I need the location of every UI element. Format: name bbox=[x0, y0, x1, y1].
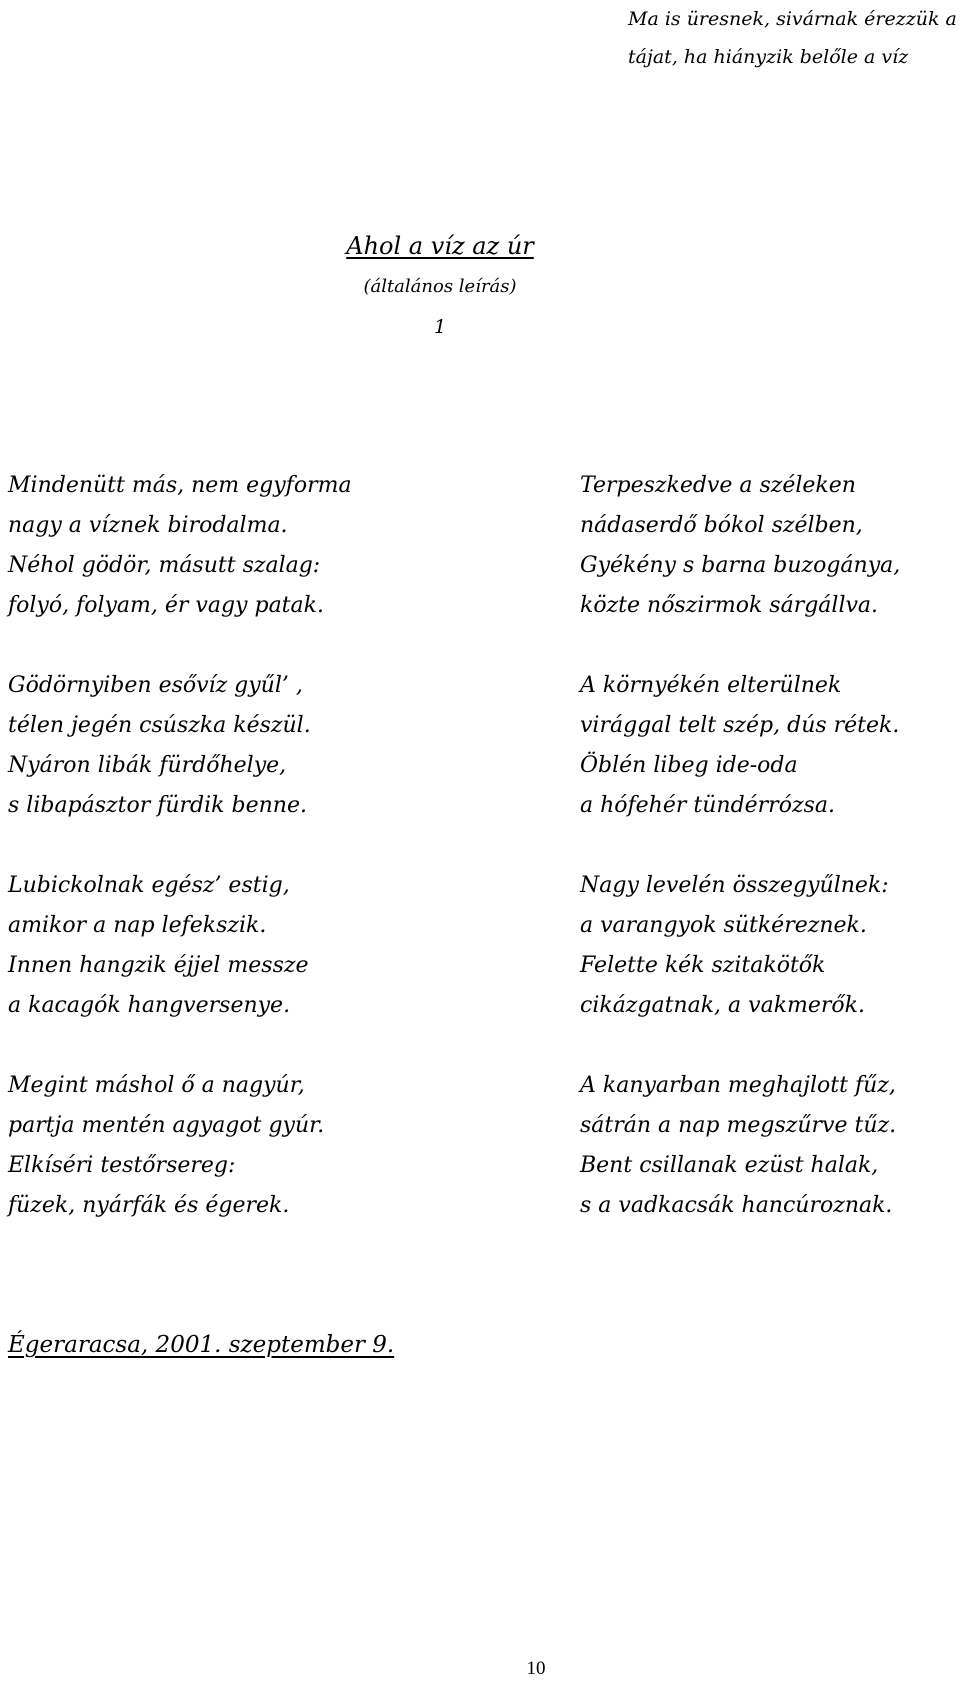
epigraph-line: Ma is üresnek, sivárnak érezzük a bbox=[628, 8, 957, 30]
stanza bbox=[8, 866, 448, 1026]
verse-line: Gödörnyiben esővíz gyűl’ , bbox=[8, 673, 303, 698]
stanza bbox=[580, 666, 958, 826]
verse-line: Terpeszkedve a széleken bbox=[580, 473, 856, 498]
verse-line: a hófehér tündérrózsa. bbox=[580, 793, 835, 818]
verse-line: s a vadkacsák hancúroznak. bbox=[580, 1193, 893, 1218]
verse-line: Nyáron libák fürdőhelye, bbox=[8, 753, 287, 778]
verse-line: A környékén elterülnek bbox=[580, 673, 842, 698]
part-number: 1 bbox=[433, 316, 447, 338]
stanza bbox=[580, 466, 958, 626]
verse-line: közte nőszirmok sárgállva. bbox=[580, 593, 879, 618]
page-number: 10 bbox=[526, 1658, 546, 1679]
verse-line: a varangyok sütkéreznek. bbox=[580, 913, 867, 938]
verse-line: Néhol gödör, másutt szalag: bbox=[8, 553, 321, 578]
verse-line: A kanyarban meghajlott fűz, bbox=[580, 1073, 896, 1098]
verse-line: partja mentén agyagot gyúr. bbox=[8, 1113, 325, 1138]
verse-line: Megint máshol ő a nagyúr, bbox=[8, 1073, 305, 1098]
verse-line: Lubickolnak egész’ estig, bbox=[8, 873, 290, 898]
verse-line: Bent csillanak ezüst halak, bbox=[580, 1153, 879, 1178]
verse-line: Nagy levelén összegyűlnek: bbox=[580, 873, 889, 898]
verse-line: Gyékény s barna buzogánya, bbox=[580, 553, 901, 578]
verse-line: Felette kék szitakötők bbox=[580, 953, 826, 978]
place-date: Égeraracsa, 2001. szeptember 9. bbox=[8, 1332, 395, 1358]
verse-line: Elkíséri testőrsereg: bbox=[8, 1153, 236, 1178]
verse-line: cikázgatnak, a vakmerők. bbox=[580, 993, 865, 1018]
verse-line: Öblén libeg ide-oda bbox=[580, 753, 798, 778]
verse-line: nagy a víznek birodalma. bbox=[8, 513, 288, 538]
stanza bbox=[580, 866, 958, 1026]
verse-line: nádaserdő bókol szélben, bbox=[580, 513, 863, 538]
verse-line: Innen hangzik éjjel messze bbox=[8, 953, 309, 978]
poem-subtitle: (általános leírás) bbox=[363, 276, 517, 297]
epigraph bbox=[628, 0, 958, 76]
verse-line: amikor a nap lefekszik. bbox=[8, 913, 267, 938]
verse-line: sátrán a nap megszűrve tűz. bbox=[580, 1113, 897, 1138]
right-column bbox=[580, 466, 958, 1266]
poem-title: Ahol a víz az úr bbox=[346, 232, 534, 260]
verse-line: virággal telt szép, dús rétek. bbox=[580, 713, 900, 738]
left-column bbox=[8, 466, 448, 1266]
stanza bbox=[8, 1066, 448, 1226]
verse-line: s libapásztor fürdik benne. bbox=[8, 793, 307, 818]
verse-line: füzek, nyárfák és égerek. bbox=[8, 1193, 290, 1218]
epigraph-line: tájat, ha hiányzik belőle a víz bbox=[628, 46, 909, 68]
stanza bbox=[580, 1066, 958, 1226]
stanza bbox=[8, 466, 448, 626]
verse-line: Mindenütt más, nem egyforma bbox=[8, 473, 352, 498]
verse-line: a kacagók hangversenye. bbox=[8, 993, 291, 1018]
verse-line: télen jegén csúszka készül. bbox=[8, 713, 311, 738]
stanza bbox=[8, 666, 448, 826]
verse-line: folyó, folyam, ér vagy patak. bbox=[8, 593, 324, 618]
